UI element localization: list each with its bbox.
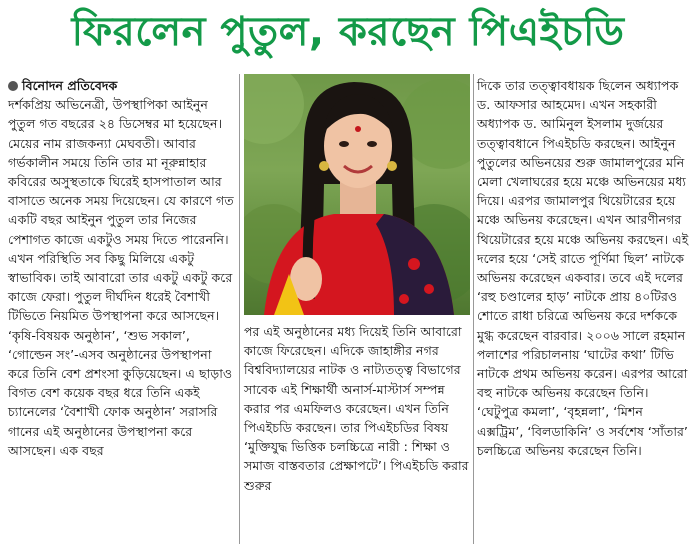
column-3-text: দিকে তার তত্ত্বাবধায়ক ছিলেন অধ্যাপক ড. আফসার আহমেদ। এখন সহকারী অধ্যাপক ড. আমিনুল ইসলাম দুর্জয়ের তত্ত্বাবধানে পিএইচডি করছেন। আইনুন পুতুলের অভিনয়ের শুরু জামালপুরের মনি মেলা খেলাঘরের হয়ে মঞ্চে অভিনয়ের মধ্য দিয়ে। এরপর জামালপুর থিয়েটারের হয়ে মঞ্চে অভিনয় করেছেন। এখন আরণীনগর থিয়েটারের হয়ে মঞ্চে অভিনয় করছেন। এই দলের হয়ে ‘সেই রাতে পূর্ণিমা ছিল’ নাটকে অভিনয় করেছেন একবার। তবে এই দলের ‘রহু চণ্ডালের হাড়’ নাটকে প্রায় ৪০টিরও শোতে রাধা চরিত্রে অভিনয় করে দর্শককে মুগ্ধ করেছেন বারবার। ২০০৬ সালে রহমান পলাশের পরিচালনায় ‘ঘাটের কথা’ টিভি নাটকে প্রথম অভিনয় করেন। এরপর আরো বহু নাটকে অভিনয় করেছেন তিনি। ‘ঘেটুপুত্র কমলা’, ‘বৃহন্নলা’, ‘মিশন এক্সট্রিম’, ‘বিলডাকিনি’ ও সর্বশেষ ‘সাঁতার’ চলচ্চিত্রে অভিনয় করেছেন তিনি।	[477, 78, 689, 458]
column-1-text: দর্শকপ্রিয় অভিনেত্রী, উপস্থাপিকা আইনুন পুতুল গত বছরের ২৪ ডিসেম্বর মা হয়েছেন। মেয়ের নাম রাজকন্যা মেঘবতী। আবার গর্ভকালীন সময়ে তিনি তার মা নূরুন্নাহার কবিরের অসুস্থতাকে ঘিরেই হাসপাতাল আর বাসাতে অনেক সময় দিয়েছেন। যে কারণে গত একটি বছর আইনুন পুতুল তার নিজের পেশাগত কাজে একটুও সময় দিতে পারেননি। এখন পরিস্থিতি সব কিছু মিলিয়ে একটু স্বাভাবিক। তাই আবারো তার একটু একটু করে কাজে ফেরা। পুতুল দীর্ঘদিন ধরেই বৈশাখী টিভিতে নিয়মিত উপস্থাপনা করে আসছেন। ‘কৃষি-বিষয়ক অনুষ্ঠান’, ‘শুভ সকাল’, ‘গোল্ডেন সং’-এসব অনুষ্ঠানের উপস্থাপনা করে তিনি বেশ প্রশংসা কুড়িয়েছেন। এ ছাড়াও বিগত বেশ কয়েক বছর ধরে তিনি একই চ্যানেলের ‘বৈশাখী ফোক অনুষ্ঠান’ সরাসরি গানের এই অনুষ্ঠানের উপস্থাপনা করে আসছেন। এক বছর	[8, 97, 234, 458]
article-column-2	[244, 322, 470, 495]
headline: ফিরলেন পুতুল, করছেন পিএইচডি	[71, 9, 625, 55]
byline-text: বিনোদন প্রতিবেদক	[22, 78, 118, 93]
portrait-photo	[244, 74, 470, 315]
portrait-illustration	[244, 74, 470, 315]
article-column-3	[477, 76, 689, 460]
article-column-1	[8, 76, 236, 460]
column-2-text: পর এই অনুষ্ঠানের মধ্য দিয়েই তিনি আবারো কাজে ফিরেছেন। এদিকে জাহাঙ্গীর নগর বিশ্ববিদ্যালয়ের নাটক ও নাট্যতত্ত্ব বিভাগের সাবেক এই শিক্ষার্থী অনার্স-মাস্টার্স সম্পন্ন করার পর এমফিলও করেছেন। এখন তিনি পিএইচডি করছেন। তার পিএইচডির বিষয় ‘মুক্তিযুদ্ধ ভিত্তিক চলচ্চিত্রে নারী : শিক্ষা ও সমাজ বাস্তবতার প্রেক্ষাপটে’। পিএইচডি করার শুরুর	[244, 324, 469, 493]
bullet-icon	[8, 81, 18, 91]
column-divider	[473, 74, 474, 544]
column-divider	[239, 74, 240, 544]
byline	[8, 76, 236, 95]
